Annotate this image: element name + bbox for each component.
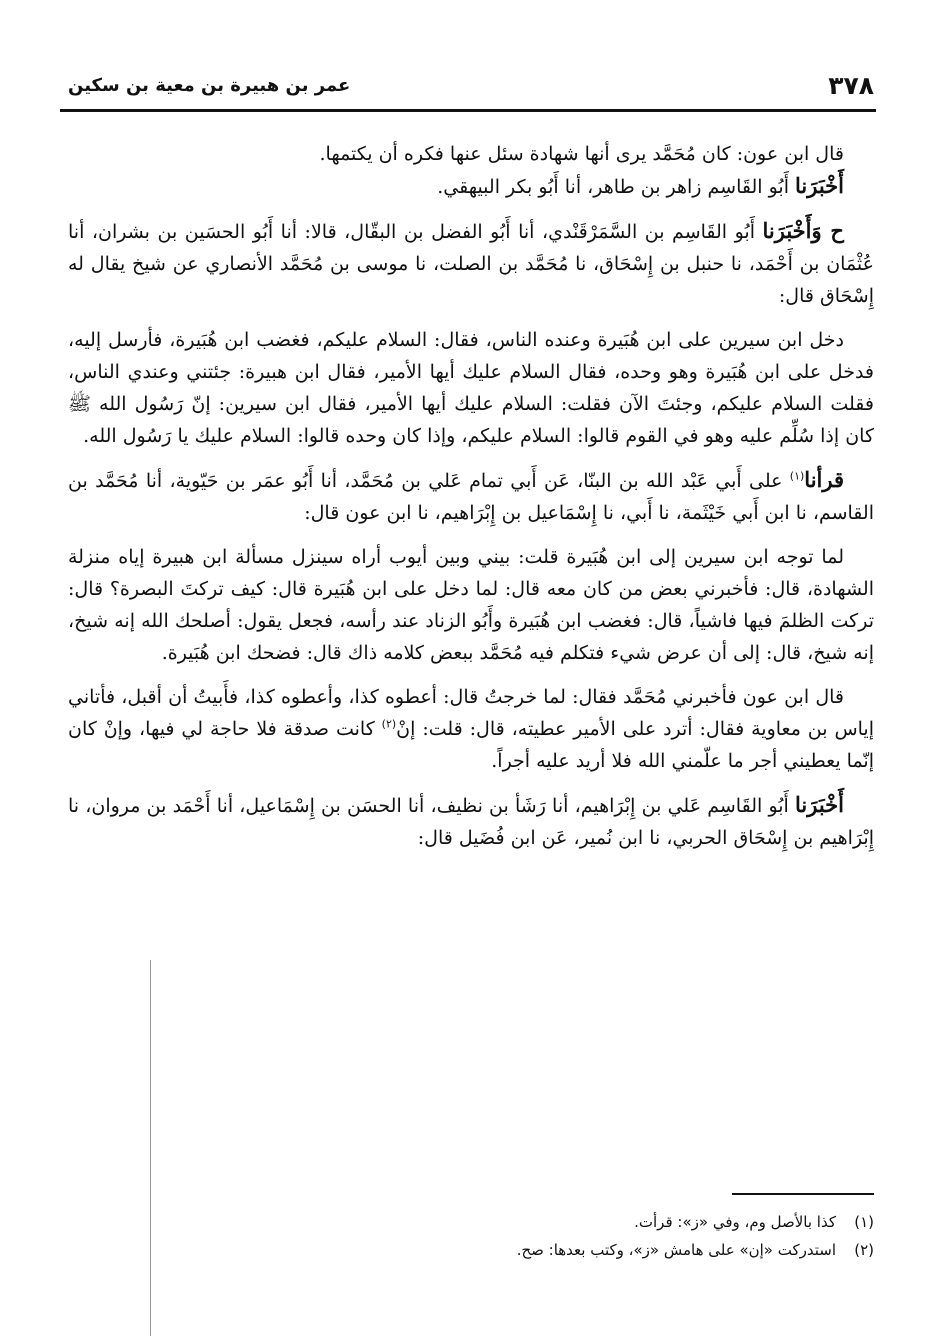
paragraph-text: قال ابن عون فأخبرني مُحَمَّد فقال: لما خرجتُ قال: أعطوه كذا، وأعطوه كذا، فأَبيتُ أن أقبل، فأتاني إياس بن معاوية فقال: أترد على الأمير عطيته، قال: قلت: إنْ — [68, 686, 874, 740]
page-header — [68, 66, 874, 104]
footnote-text: كذا بالأصل وم، وفي «ز»: قرأت. — [634, 1213, 836, 1231]
transmission-keyword: أَخْبَرَنا — [795, 792, 844, 817]
transmission-keyword: ح وَأَخْبَرَنا — [762, 218, 844, 243]
paragraph-text-continued: كانت صدقة فلا حاجة لي فيها، وإنْ كان إنّما يعطيني أجر ما علّمني الله فلا أريد عليه أجراً. — [68, 718, 874, 772]
footnote-item — [68, 1208, 874, 1236]
paragraph-testimony-story — [68, 541, 874, 669]
paragraph-text: لما توجه ابن سيرين إلى ابن هُبَيرة قلت: بيني وبين أيوب أراه سينزل مسألة ابن هبيرة إياه منزلة الشهادة، قال: فأخبرني بعض من كان معه قال: لما دخل على ابن هُبَيرة قال: كيف تركتَ البصرة؟ قال: تركت الظلمَ فيها فاشياً، قال: فغضب ابن هُبَيرة وأَبُو الزناد عند رأسه، فجعل يقول: أصلحك الله إنه شيخ، إنه شيخ، قال: إلى أن عرض شيء فتكلم فيه مُحَمَّد ببعض كلامه ذاك قال: فضحك ابن هُبَيرة. — [68, 546, 874, 664]
header-rule — [60, 109, 876, 112]
page-number: ٣٧٨ — [828, 70, 874, 100]
paragraph-gift-refusal — [68, 681, 874, 777]
main-text — [68, 138, 874, 854]
paragraph-ibn-sirin-greeting — [68, 324, 874, 452]
scan-binding-line — [150, 960, 151, 1336]
footnote-text: استدركت «إن» على هامش «ز»، وكتب بعدها: صح. — [516, 1241, 836, 1259]
running-title: عمر بن هبيرة بن معية بن سكين — [68, 74, 351, 96]
paragraph-text: قال ابن عون: كان مُحَمَّد يرى أنها شهادة سئل عنها فكره أن يكتمها. — [319, 143, 844, 165]
footnotes — [68, 1208, 874, 1264]
transmission-keyword: قرأنا — [804, 467, 844, 492]
footnote-number: (١) — [854, 1213, 874, 1231]
paragraph-ibn-awn-saying — [68, 138, 874, 170]
transmission-keyword: أَخْبَرَنا — [795, 173, 844, 198]
footnote-number: (٢) — [854, 1241, 874, 1259]
paragraph-text: على أَبي عَبْد الله بن البنّا، عَن أَبي تمام عَلي بن مُحَمَّد، أنا أَبُو عمَر بن حَيّوية، أنا مُحَمَّد بن القاسم، نا ابن أَبي خَيْثَمة، نا أَبي، نا إِسْمَاعيل بن إِبْرَاهيم، نا ابن عون قال: — [68, 470, 874, 524]
paragraph-text: أَبُو القَاسِم عَلي بن إِبْرَاهيم، أنا رَشَأ بن نظيف، أنا الحسَن بن إِسْمَاعيل، أنا أَحْمَد بن مروان، نا إِبْرَاهيم بن إِسْحَاق الحربي، نا ابن نُمير، عَن ابن فُضَيل قال: — [68, 795, 874, 849]
paragraph-text: أَبُو القَاسِم زاهر بن طاهر، أنا أَبُو بكر البيهقي. — [437, 176, 796, 198]
footnote-marker: (١) — [789, 469, 805, 483]
paragraph-isnad-final — [68, 789, 874, 854]
paragraph-isnad-bayhaqi — [68, 170, 874, 203]
paragraph-isnad-samarqandi — [68, 215, 874, 312]
paragraph-text: أَبُو القَاسِم بن السَّمَرْقَنْدي، أنا أَبُو الفضل بن البقّال، قالا: أنا أَبُو الحسَين بن بشران، أنا عُثْمَان بن أَحْمَد، نا حنبل بن إِسْحَاق، نا مُحَمَّد بن الصلت، نا موسى بن مُحَمَّد الأنصاري عن شيخ يقال له إِسْحَاق قال: — [68, 221, 874, 307]
footnote-rule — [732, 1193, 874, 1195]
footnote-item — [68, 1236, 874, 1264]
footnote-marker: (٢) — [381, 717, 397, 731]
paragraph-text: دخل ابن سيرين على ابن هُبَيرة وعنده الناس، فقال: السلام عليكم، فغضب ابن هُبَيرة، فأرسل إليه، فدخل على ابن هُبَيرة وهو وحده، فقال السلام عليك أيها الأمير، فقال ابن هبيرة: جئتني وعندي الناس، فقلت السلام عليكم، وجئتَ الآن فقلت: السلام عليك أيها الأمير، فقال ابن سيرين: إنّ رَسُول الله ﷺ كان إذا سُلِّم عليه وهو في القوم قالوا: السلام عليكم، وإذا كان وحده قالوا: السلام عليك يا رَسُول الله. — [68, 329, 874, 447]
paragraph-qaraana — [68, 464, 874, 529]
